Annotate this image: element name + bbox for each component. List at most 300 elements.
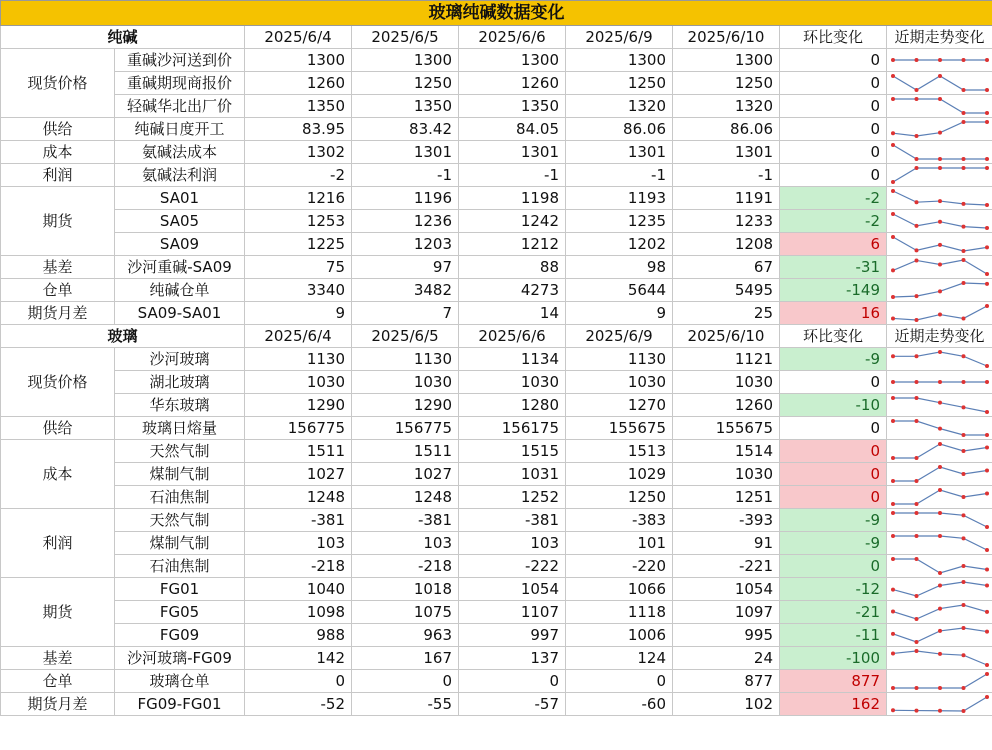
value-cell: 0 (459, 670, 566, 693)
trend-point (915, 419, 919, 423)
date-header: 2025/6/6 (459, 325, 566, 348)
value-cell: 1300 (673, 49, 780, 72)
change-cell: -9 (780, 532, 887, 555)
trend-point (938, 220, 942, 224)
trend-point (938, 571, 942, 575)
value-cell: 1202 (566, 233, 673, 256)
category-cell: 仓单 (1, 279, 115, 302)
trend-point (985, 433, 989, 437)
value-cell: 124 (566, 647, 673, 670)
trend-sparkline (887, 348, 992, 370)
value-cell: 1290 (245, 394, 352, 417)
item-cell: 纯碱仓单 (115, 279, 245, 302)
table-row (1, 210, 992, 233)
value-cell: -218 (352, 555, 459, 578)
trend-sparkline (887, 463, 992, 485)
value-cell: 1300 (352, 49, 459, 72)
item-cell: 沙河玻璃-FG09 (115, 647, 245, 670)
trend-sparkline (887, 601, 992, 623)
value-cell: 88 (459, 256, 566, 279)
category-cell: 供给 (1, 118, 115, 141)
value-cell: 1193 (566, 187, 673, 210)
trend-point (938, 442, 942, 446)
section-title: 纯碱 (1, 26, 245, 49)
value-cell: 963 (352, 624, 459, 647)
table-body (1, 1, 992, 716)
trend-point (938, 289, 942, 293)
value-cell: -221 (673, 555, 780, 578)
category-cell: 期货月差 (1, 693, 115, 716)
trend-point (985, 446, 989, 450)
trend-point (962, 249, 966, 253)
trend-point (985, 663, 989, 667)
table-row (1, 693, 992, 716)
trend-point (985, 695, 989, 699)
change-cell: -10 (780, 394, 887, 417)
trend-point (985, 568, 989, 572)
table-row (1, 164, 992, 187)
category-cell: 基差 (1, 256, 115, 279)
value-cell: 1097 (673, 601, 780, 624)
date-header: 2025/6/10 (673, 325, 780, 348)
trend-point (891, 316, 895, 320)
value-cell: 1233 (673, 210, 780, 233)
trend-point (938, 607, 942, 611)
trend-sparkline (887, 233, 992, 255)
trend-point (938, 263, 942, 267)
trend-sparkline (887, 578, 992, 600)
change-cell: 0 (780, 95, 887, 118)
change-cell: 0 (780, 49, 887, 72)
change-cell: -21 (780, 601, 887, 624)
date-header: 2025/6/9 (566, 325, 673, 348)
trend-point (985, 584, 989, 588)
trend-line (893, 352, 987, 366)
trend-point (891, 479, 895, 483)
value-cell: 1018 (352, 578, 459, 601)
item-cell: 湖北玻璃 (115, 371, 245, 394)
value-cell: 1030 (566, 371, 673, 394)
trend-point (938, 97, 942, 101)
trend-point (962, 472, 966, 476)
category-cell: 期货 (1, 578, 115, 647)
trend-point (962, 686, 966, 690)
value-cell: 1350 (245, 95, 352, 118)
title-row (1, 1, 992, 26)
value-cell: 1250 (673, 72, 780, 95)
trend-point (962, 354, 966, 358)
value-cell: 1280 (459, 394, 566, 417)
value-cell: 1270 (566, 394, 673, 417)
trend-cell (887, 187, 992, 210)
item-cell: SA01 (115, 187, 245, 210)
value-cell: -383 (566, 509, 673, 532)
trend-sparkline (887, 95, 992, 117)
trend-point (938, 629, 942, 633)
table-row (1, 72, 992, 95)
item-cell: FG05 (115, 601, 245, 624)
trend-point (938, 686, 942, 690)
trend-cell (887, 348, 992, 371)
value-cell: 1216 (245, 187, 352, 210)
item-cell: FG09 (115, 624, 245, 647)
trend-point (985, 410, 989, 414)
trend-point (891, 235, 895, 239)
value-cell: -60 (566, 693, 673, 716)
change-cell: 0 (780, 486, 887, 509)
date-header: 2025/6/4 (245, 26, 352, 49)
trend-point (985, 282, 989, 286)
item-cell: 重碱期现商报价 (115, 72, 245, 95)
trend-point (938, 380, 942, 384)
value-cell: 1107 (459, 601, 566, 624)
table-row (1, 670, 992, 693)
page-title: 玻璃纯碱数据变化 (1, 1, 992, 26)
table-row (1, 417, 992, 440)
value-cell: 1098 (245, 601, 352, 624)
value-cell: 25 (673, 302, 780, 325)
value-cell: 7 (352, 302, 459, 325)
value-cell: 1290 (352, 394, 459, 417)
trend-sparkline (887, 164, 992, 186)
trend-point (985, 157, 989, 161)
value-cell: 1054 (673, 578, 780, 601)
trend-point (962, 536, 966, 540)
trend-point (891, 268, 895, 272)
value-cell: -1 (459, 164, 566, 187)
trend-point (915, 686, 919, 690)
change-header: 环比变化 (780, 325, 887, 348)
trend-point (962, 405, 966, 409)
trend-point (938, 511, 942, 515)
trend-sparkline (887, 555, 992, 577)
trend-cell (887, 693, 992, 716)
item-cell: SA05 (115, 210, 245, 233)
table-row (1, 509, 992, 532)
table-row (1, 647, 992, 670)
value-cell: 167 (352, 647, 459, 670)
trend-sparkline (887, 624, 992, 646)
value-cell: 156775 (352, 417, 459, 440)
trend-sparkline (887, 256, 992, 278)
change-cell: 0 (780, 164, 887, 187)
trend-line (893, 398, 987, 412)
change-cell: 0 (780, 440, 887, 463)
value-cell: 1511 (352, 440, 459, 463)
trend-cell (887, 486, 992, 509)
change-cell: -2 (780, 210, 887, 233)
item-cell: 华东玻璃 (115, 394, 245, 417)
value-cell: -1 (352, 164, 459, 187)
trend-cell (887, 118, 992, 141)
value-cell: 1196 (352, 187, 459, 210)
table-row (1, 371, 992, 394)
trend-point (915, 258, 919, 262)
trend-point (938, 584, 942, 588)
item-cell: 轻碱华北出厂价 (115, 95, 245, 118)
trend-point (962, 653, 966, 657)
value-cell: 142 (245, 647, 352, 670)
value-cell: -55 (352, 693, 459, 716)
trend-point (962, 258, 966, 262)
trend-point (915, 534, 919, 538)
trend-point (985, 492, 989, 496)
trend-point (891, 419, 895, 423)
value-cell: 97 (352, 256, 459, 279)
trend-point (962, 157, 966, 161)
trend-point (985, 380, 989, 384)
trend-cell (887, 49, 992, 72)
trend-point (915, 456, 919, 460)
value-cell: 1242 (459, 210, 566, 233)
value-cell: -52 (245, 693, 352, 716)
trend-point (962, 449, 966, 453)
trend-point (985, 166, 989, 170)
trend-point (962, 111, 966, 115)
value-cell: 102 (673, 693, 780, 716)
change-cell: 0 (780, 555, 887, 578)
value-cell: 1030 (673, 463, 780, 486)
value-cell: 1251 (673, 486, 780, 509)
value-cell: 1320 (566, 95, 673, 118)
trend-sparkline (887, 647, 992, 669)
change-cell: 877 (780, 670, 887, 693)
value-cell: 103 (352, 532, 459, 555)
trend-point (891, 354, 895, 358)
trend-point (938, 465, 942, 469)
value-cell: 1118 (566, 601, 673, 624)
change-cell: -11 (780, 624, 887, 647)
trend-line (893, 490, 987, 504)
trend-sparkline (887, 302, 992, 324)
category-cell: 期货 (1, 187, 115, 256)
trend-point (985, 610, 989, 614)
category-cell: 现货价格 (1, 49, 115, 118)
trend-header: 近期走势变化 (887, 26, 992, 49)
item-cell: 沙河重碱-SA09 (115, 256, 245, 279)
trend-cell (887, 647, 992, 670)
change-cell: -31 (780, 256, 887, 279)
value-cell: 1027 (352, 463, 459, 486)
item-cell: 氨碱法成本 (115, 141, 245, 164)
trend-point (915, 640, 919, 644)
trend-point (891, 180, 895, 184)
table-row (1, 463, 992, 486)
change-cell: -9 (780, 348, 887, 371)
trend-point (985, 672, 989, 676)
trend-point (915, 166, 919, 170)
value-cell: 3340 (245, 279, 352, 302)
value-cell: 1250 (566, 486, 673, 509)
trend-sparkline (887, 371, 992, 393)
change-cell: 0 (780, 463, 887, 486)
trend-point (891, 131, 895, 135)
value-cell: 5644 (566, 279, 673, 302)
value-cell: 1260 (245, 72, 352, 95)
trend-point (985, 203, 989, 207)
trend-point (891, 511, 895, 515)
value-cell: 1302 (245, 141, 352, 164)
trend-cell (887, 578, 992, 601)
trend-cell (887, 440, 992, 463)
trend-sparkline (887, 394, 992, 416)
change-cell: -9 (780, 509, 887, 532)
date-header: 2025/6/5 (352, 26, 459, 49)
trend-point (915, 649, 919, 653)
value-cell: 1235 (566, 210, 673, 233)
trend-point (962, 433, 966, 437)
trend-point (891, 396, 895, 400)
change-cell: 162 (780, 693, 887, 716)
trend-line (893, 559, 987, 573)
table-row (1, 440, 992, 463)
trend-point (985, 304, 989, 308)
trend-cell (887, 394, 992, 417)
change-cell: -12 (780, 578, 887, 601)
change-cell: 0 (780, 141, 887, 164)
trend-line (893, 444, 987, 458)
value-cell: 1515 (459, 440, 566, 463)
trend-point (962, 564, 966, 568)
trend-point (962, 316, 966, 320)
value-cell: 1030 (352, 371, 459, 394)
trend-point (891, 557, 895, 561)
value-cell: 1075 (352, 601, 459, 624)
value-cell: 155675 (673, 417, 780, 440)
change-cell: -2 (780, 187, 887, 210)
value-cell: -381 (245, 509, 352, 532)
trend-cell (887, 256, 992, 279)
trend-cell (887, 95, 992, 118)
value-cell: -220 (566, 555, 673, 578)
trend-point (891, 686, 895, 690)
table-row (1, 141, 992, 164)
trend-point (891, 74, 895, 78)
value-cell: 103 (245, 532, 352, 555)
table-row (1, 394, 992, 417)
table-row (1, 532, 992, 555)
value-cell: 1301 (673, 141, 780, 164)
value-cell: -57 (459, 693, 566, 716)
value-cell: 1030 (673, 371, 780, 394)
value-cell: 1320 (673, 95, 780, 118)
trend-point (938, 350, 942, 354)
trend-point (891, 295, 895, 299)
value-cell: 86.06 (566, 118, 673, 141)
value-cell: 101 (566, 532, 673, 555)
section-header-row (1, 325, 992, 348)
trend-point (985, 88, 989, 92)
trend-cell (887, 601, 992, 624)
value-cell: 14 (459, 302, 566, 325)
trend-point (962, 58, 966, 62)
trend-point (985, 111, 989, 115)
trend-sparkline (887, 440, 992, 462)
trend-point (891, 58, 895, 62)
trend-point (915, 157, 919, 161)
value-cell: 91 (673, 532, 780, 555)
value-cell: 0 (352, 670, 459, 693)
trend-cell (887, 279, 992, 302)
value-cell: -2 (245, 164, 352, 187)
item-cell: 天然气制 (115, 509, 245, 532)
trend-point (938, 243, 942, 247)
change-cell: 16 (780, 302, 887, 325)
section-title: 玻璃 (1, 325, 245, 348)
trend-sparkline (887, 118, 992, 140)
trend-point (915, 248, 919, 252)
trend-point (938, 166, 942, 170)
trend-point (962, 626, 966, 630)
value-cell: 1130 (352, 348, 459, 371)
trend-point (938, 313, 942, 317)
category-cell: 利润 (1, 164, 115, 187)
table-row (1, 486, 992, 509)
trend-sparkline (887, 141, 992, 163)
change-cell: -149 (780, 279, 887, 302)
value-cell: 1203 (352, 233, 459, 256)
trend-point (985, 272, 989, 276)
trend-point (915, 557, 919, 561)
trend-point (915, 354, 919, 358)
trend-sparkline (887, 187, 992, 209)
value-cell: 877 (673, 670, 780, 693)
table-row (1, 555, 992, 578)
item-cell: 纯碱日度开工 (115, 118, 245, 141)
value-cell: 156175 (459, 417, 566, 440)
value-cell: 1134 (459, 348, 566, 371)
trend-point (985, 245, 989, 249)
category-cell: 利润 (1, 509, 115, 578)
table-row (1, 348, 992, 371)
value-cell: 1300 (459, 49, 566, 72)
trend-point (938, 58, 942, 62)
trend-line (893, 536, 987, 550)
item-cell: SA09-SA01 (115, 302, 245, 325)
trend-point (915, 502, 919, 506)
trend-point (985, 120, 989, 124)
trend-point (915, 594, 919, 598)
trend-point (915, 709, 919, 713)
table-row (1, 279, 992, 302)
trend-sparkline (887, 279, 992, 301)
value-cell: 1301 (459, 141, 566, 164)
trend-point (985, 364, 989, 368)
item-cell: 重碱沙河送到价 (115, 49, 245, 72)
trend-point (915, 380, 919, 384)
value-cell: 0 (566, 670, 673, 693)
value-cell: 1514 (673, 440, 780, 463)
value-cell: 1250 (566, 72, 673, 95)
section-header-row (1, 26, 992, 49)
trend-line (893, 674, 987, 688)
value-cell: 137 (459, 647, 566, 670)
trend-point (938, 131, 942, 135)
value-cell: 1030 (245, 371, 352, 394)
trend-cell (887, 532, 992, 555)
value-cell: 1006 (566, 624, 673, 647)
item-cell: 沙河玻璃 (115, 348, 245, 371)
trend-point (985, 630, 989, 634)
table-row (1, 578, 992, 601)
table-row (1, 256, 992, 279)
value-cell: -1 (673, 164, 780, 187)
trend-point (962, 225, 966, 229)
value-cell: 9 (566, 302, 673, 325)
value-cell: 5495 (673, 279, 780, 302)
trend-cell (887, 624, 992, 647)
value-cell: 1212 (459, 233, 566, 256)
